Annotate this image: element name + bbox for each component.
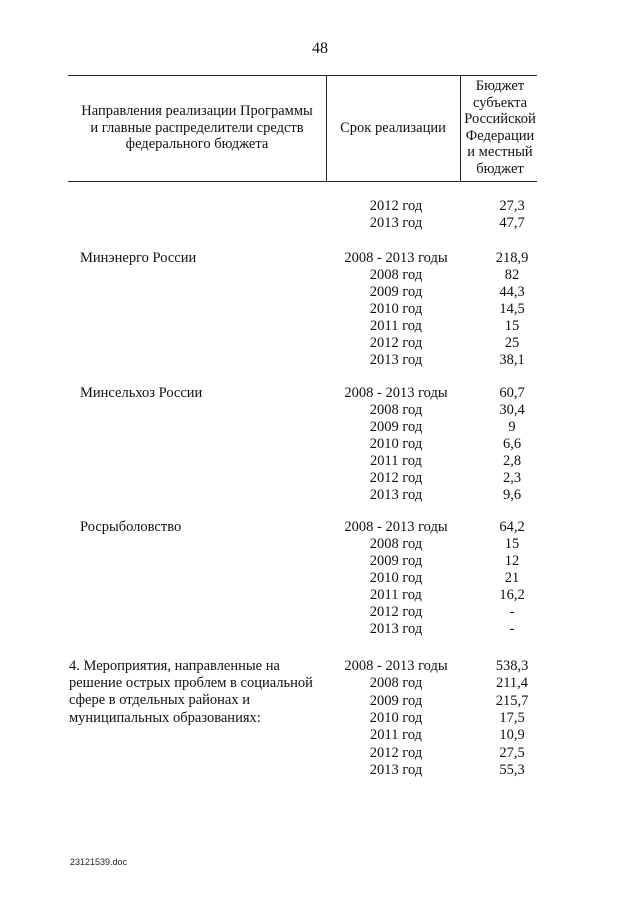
- page-number: 48: [312, 40, 328, 57]
- table-row: [0, 335, 640, 352]
- value-cell: 215,7: [495, 692, 529, 709]
- table-row: [0, 745, 640, 762]
- period-cell: 2010 год: [369, 570, 423, 586]
- period-cell: 2011 год: [370, 727, 422, 744]
- table-row: [0, 385, 640, 402]
- value-cell: 211,4: [495, 675, 529, 692]
- period-cell: 2013 год: [369, 621, 423, 637]
- table-row: [0, 436, 640, 453]
- period-cell: 2009 год: [369, 284, 423, 300]
- value-cell: 9,6: [502, 487, 522, 503]
- table-top-rule: [68, 75, 537, 76]
- table-row: [0, 570, 640, 587]
- value-cell: 82: [504, 267, 520, 283]
- period-cell: 2009 год: [369, 692, 423, 709]
- value-cell: 538,3: [495, 658, 529, 674]
- value-cell: 10,9: [499, 727, 525, 744]
- table-row: [0, 419, 640, 436]
- table-row: [0, 553, 640, 570]
- period-cell: 2010 год: [369, 301, 423, 317]
- header-budget: [462, 78, 538, 178]
- table-header-bottom-rule: [68, 181, 537, 182]
- period-cell: 2013 год: [369, 761, 423, 778]
- period-cell: 2012 год: [369, 335, 423, 351]
- table-row: [0, 675, 640, 692]
- value-cell: 15: [504, 318, 520, 334]
- period-cell: 2008 год: [369, 675, 423, 692]
- column-divider-1: [326, 75, 327, 181]
- value-cell: 9: [508, 419, 516, 435]
- table-row: [0, 604, 640, 621]
- measure-title-line: муниципальных образованиях:: [69, 709, 261, 726]
- table-row: [0, 727, 640, 744]
- header-line: Направления реализации Программы: [81, 103, 313, 119]
- period-cell: 2012 год: [369, 604, 423, 620]
- value-cell: 25: [504, 335, 520, 351]
- header-line: федерального бюджета: [125, 136, 269, 152]
- value-cell: 2,3: [502, 470, 522, 486]
- agency-name: Минэнерго России: [80, 250, 197, 266]
- value-cell: 15: [504, 536, 520, 552]
- value-cell: 64,2: [499, 519, 525, 535]
- period-cell: 2010 год: [369, 709, 423, 726]
- period-cell: 2011 год: [370, 318, 422, 334]
- table-row: [0, 352, 640, 369]
- period-cell: 2008 - 2013 годы: [344, 658, 448, 674]
- header-line: бюджет: [476, 160, 524, 177]
- value-cell: 27,5: [499, 744, 525, 761]
- period-cell: 2012 год: [369, 744, 423, 761]
- table-row: [0, 453, 640, 470]
- table-row: [0, 267, 640, 284]
- table-row: [0, 710, 640, 727]
- period-cell: 2013 год: [369, 215, 423, 231]
- table-row: [0, 250, 640, 267]
- table-row: [0, 536, 640, 553]
- table-row: [0, 621, 640, 638]
- period-cell: 2013 год: [369, 487, 423, 503]
- value-cell: 21: [504, 570, 520, 586]
- column-divider-2: [460, 75, 461, 181]
- table-row: [0, 487, 640, 504]
- period-cell: 2013 год: [369, 352, 423, 368]
- table-row: [0, 519, 640, 536]
- agency-name: Росрыболовство: [80, 519, 182, 535]
- header-directions: [72, 103, 322, 153]
- value-cell: 14,5: [499, 301, 525, 317]
- measure-title-line: сфере в отдельных районах и: [69, 692, 250, 709]
- value-cell: 27,3: [499, 198, 525, 214]
- period-cell: 2008 - 2013 годы: [344, 250, 448, 266]
- value-cell: 30,4: [499, 402, 525, 418]
- table-row: [0, 658, 640, 675]
- value-cell: -: [509, 621, 515, 637]
- value-cell: 17,5: [499, 709, 525, 726]
- table-row: [0, 693, 640, 710]
- period-cell: 2011 год: [370, 453, 422, 469]
- period-cell: 2009 год: [369, 553, 423, 569]
- header-line: Бюджет: [475, 78, 525, 94]
- value-cell: 218,9: [495, 250, 529, 266]
- table-row: [0, 470, 640, 487]
- period-cell: 2008 год: [369, 536, 423, 552]
- value-cell: -: [509, 604, 515, 620]
- value-cell: 6,6: [502, 436, 522, 452]
- header-period: Срок реализации: [340, 120, 446, 136]
- value-cell: 38,1: [499, 352, 525, 368]
- table-row: [0, 762, 640, 779]
- agency-name: Минсельхоз России: [80, 385, 203, 401]
- period-cell: 2010 год: [369, 436, 423, 452]
- value-cell: 60,7: [499, 385, 525, 401]
- table-row: [0, 402, 640, 419]
- table-row: [0, 318, 640, 335]
- measure-title-line: решение острых проблем в социальной: [69, 675, 313, 692]
- value-cell: 44,3: [499, 284, 525, 300]
- header-line: и главные распределители средств: [90, 119, 304, 136]
- value-cell: 12: [504, 553, 520, 569]
- value-cell: 16,2: [499, 587, 525, 603]
- table-row: [0, 284, 640, 301]
- table-row: [0, 215, 640, 232]
- period-cell: 2012 год: [369, 198, 423, 214]
- period-cell: 2008 - 2013 годы: [344, 519, 448, 535]
- period-cell: 2008 - 2013 годы: [344, 385, 448, 401]
- period-cell: 2011 год: [370, 587, 422, 603]
- table-row: [0, 198, 640, 215]
- header-line: и местный: [467, 144, 533, 161]
- value-cell: 2,8: [502, 453, 522, 469]
- period-cell: 2008 год: [369, 267, 423, 283]
- table-row: [0, 301, 640, 318]
- header-line: субъекта: [472, 94, 528, 111]
- value-cell: 55,3: [499, 761, 525, 778]
- table-row: [0, 587, 640, 604]
- period-cell: 2008 год: [369, 402, 423, 418]
- value-cell: 47,7: [499, 215, 525, 231]
- document-file-code: 23121539.doc: [70, 857, 128, 867]
- measure-title-line: 4. Мероприятия, направленные на: [69, 658, 280, 674]
- header-line: Российской: [464, 111, 536, 128]
- header-line: Федерации: [465, 127, 535, 144]
- period-cell: 2009 год: [369, 419, 423, 435]
- period-cell: 2012 год: [369, 470, 423, 486]
